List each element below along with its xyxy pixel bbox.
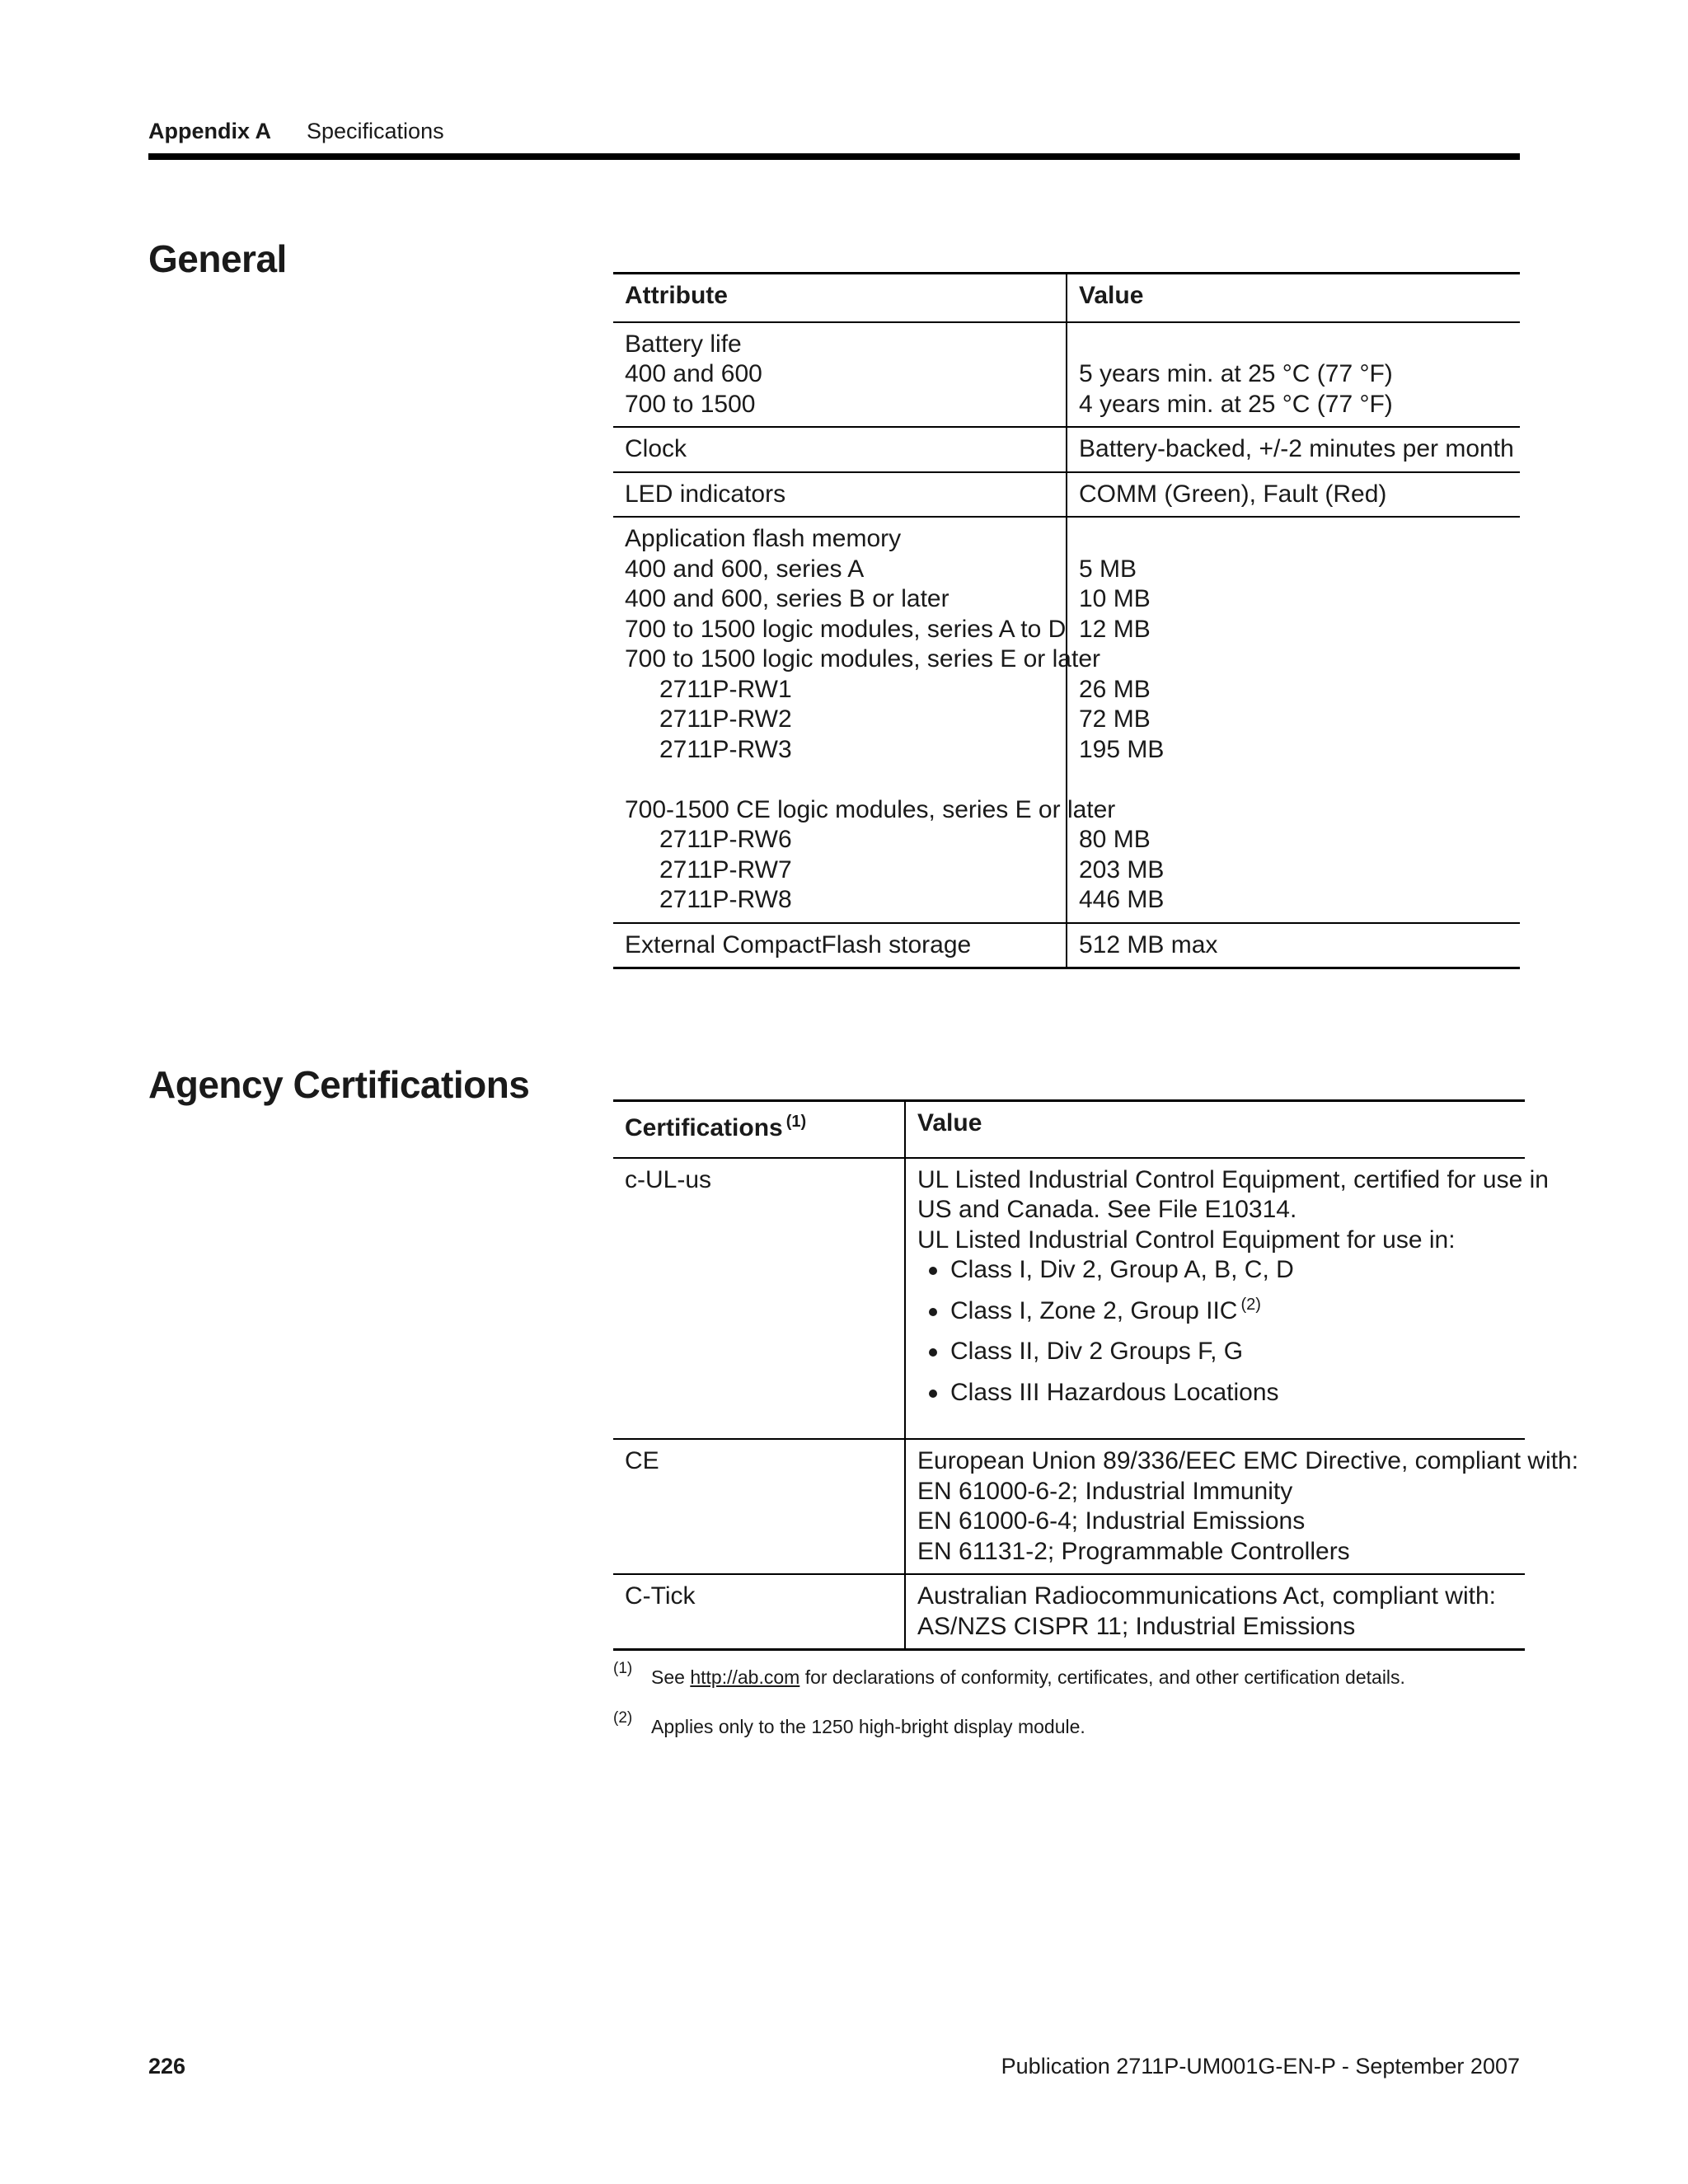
attribute-line: 2711P-RW6 [659,826,792,853]
publication-info: Publication 2711P-UM001G-EN-P - September 2007 [1001,2054,1520,2079]
list-item [917,1255,1513,1286]
chapter-label: Specifications [307,119,444,143]
list-item-text: Class II, Div 2 Groups F, G [950,1338,1244,1365]
spacer [1079,524,1508,555]
value-cell [905,1574,1525,1650]
value-line: UL Listed Industrial Control Equipment for use in: [917,1226,1456,1254]
attribute-line: 700 to 1500 [625,390,756,418]
attribute-cell [613,472,1067,518]
attribute-line: 700-1500 CE logic modules, series E or later [625,795,1116,823]
list-item-text: Class I, Zone 2, Group IIC [950,1296,1238,1324]
footnote-1 [613,1660,1520,1690]
value-line: 446 MB [1079,886,1165,913]
section-title-general: General [148,237,287,280]
attribute-line: LED indicators [625,480,786,508]
table-row [613,1158,1525,1440]
list-item-text: Class I, Div 2, Group A, B, C, D [950,1256,1294,1283]
table-row [613,517,1520,923]
agency-certifications-table [613,1099,1579,1651]
attribute-line: 2711P-RW7 [659,855,792,883]
attribute-line: Battery life [625,330,742,358]
table-row [613,923,1520,968]
list-item [917,1378,1513,1408]
table-header-row [613,274,1520,322]
spacer [1079,330,1508,360]
table-header-row [613,1101,1525,1158]
page-footer [148,2052,1520,2080]
footnotes [613,1660,1520,1764]
table-row [613,427,1520,472]
header-rule [148,153,1520,160]
list-item-text: Class III Hazardous Locations [950,1378,1279,1406]
attribute-line: 2711P-RW2 [659,705,792,733]
footnote-ref: (2) [1240,1295,1261,1314]
value-line: US and Canada. See File E10314. [917,1196,1297,1223]
certification-cell: CE [613,1439,905,1574]
value-line: UL Listed Industrial Control Equipment, certified for use in [917,1165,1549,1193]
table-row [613,1439,1525,1574]
attribute-line: 2711P-RW8 [659,886,792,913]
attribute-line: 700 to 1500 logic modules, series E or later [625,645,1100,673]
ab-com-link[interactable]: http://ab.com [690,1666,800,1688]
footnote-text: Applies only to the 1250 high-bright display module. [651,1716,1085,1737]
column-header-attribute: Attribute [613,274,1067,322]
column-header-certifications [613,1101,905,1158]
value-line: 512 MB max [1079,930,1218,958]
appendix-label: Appendix A [148,119,272,143]
value-line: Battery-backed, +/-2 minutes per month [1079,435,1514,462]
table-row [613,322,1520,428]
certification-cell: c-UL-us [613,1158,905,1440]
value-line: 12 MB [1079,615,1151,643]
spacer [1079,644,1508,675]
attribute-line: Application flash memory [625,525,902,552]
attribute-line: 400 and 600, series A [625,555,865,583]
column-header-value: Value [1067,274,1520,322]
value-line: AS/NZS CISPR 11; Industrial Emissions [917,1612,1356,1640]
value-cell [1067,472,1520,518]
column-header-certifications-label: Certifications [625,1114,783,1141]
value-cell [905,1158,1549,1440]
general-spec-table [613,272,1520,969]
list-item [917,1337,1513,1367]
attribute-line: 700 to 1500 logic modules, series A to D [625,615,1067,643]
bullet-icon [929,1308,937,1316]
spacer [1079,765,1508,795]
section-title-agency-certifications: Agency Certifications [148,1063,530,1106]
value-line: 72 MB [1079,705,1151,733]
bullet-icon [929,1267,937,1275]
value-cell [1067,322,1520,428]
value-line: Australian Radiocommunications Act, compliant with: [917,1582,1496,1610]
running-header [148,117,1520,145]
value-line: EN 61000-6-2; Industrial Immunity [917,1477,1293,1505]
value-line: COMM (Green), Fault (Red) [1079,480,1387,508]
attribute-line: 2711P-RW1 [659,675,792,703]
footnote-mark: (2) [613,1709,633,1727]
value-line: 10 MB [1079,585,1151,612]
value-line: 5 years min. at 25 °C (77 °F) [1079,360,1393,387]
bullet-list [917,1255,1513,1408]
footnote-text: for declarations of conformity, certificates, and other certification details. [804,1666,1405,1688]
value-line: 195 MB [1079,735,1165,763]
footnote-mark: (1) [613,1660,633,1677]
value-line: 203 MB [1079,855,1165,883]
footnote-2 [613,1709,1520,1739]
attribute-line: Clock [625,435,687,462]
table-row [613,472,1520,518]
attribute-line: 2711P-RW3 [659,735,792,763]
list-item [917,1296,1513,1327]
column-header-value: Value [905,1101,1525,1158]
value-cell [1067,923,1520,968]
value-line: EN 61131-2; Programmable Controllers [917,1537,1350,1565]
value-cell [1067,427,1520,472]
certification-cell: C-Tick [613,1574,905,1650]
spacer [625,765,1054,795]
value-line: 80 MB [1079,826,1151,853]
attribute-line: External CompactFlash storage [625,930,972,958]
footnote-ref: (1) [785,1113,807,1131]
value-line: 4 years min. at 25 °C (77 °F) [1079,390,1393,418]
attribute-cell [613,322,1067,428]
value-line: 26 MB [1079,675,1151,703]
spacer [1079,795,1508,826]
page-number: 226 [148,2054,186,2079]
attribute-line: 400 and 600, series B or later [625,585,950,612]
value-line: 5 MB [1079,555,1137,583]
attribute-cell [613,427,1067,472]
attribute-cell [613,923,1067,968]
value-line: EN 61000-6-4; Industrial Emissions [917,1507,1306,1535]
footnote-prefix: See [651,1666,685,1688]
table-row [613,1574,1525,1650]
value-cell [1067,517,1520,923]
bullet-icon [929,1390,937,1398]
bullet-icon [929,1348,937,1357]
value-line: European Union 89/336/EEC EMC Directive, compliant with: [917,1447,1579,1474]
value-cell [905,1439,1579,1574]
attribute-line: 400 and 600 [625,360,762,387]
